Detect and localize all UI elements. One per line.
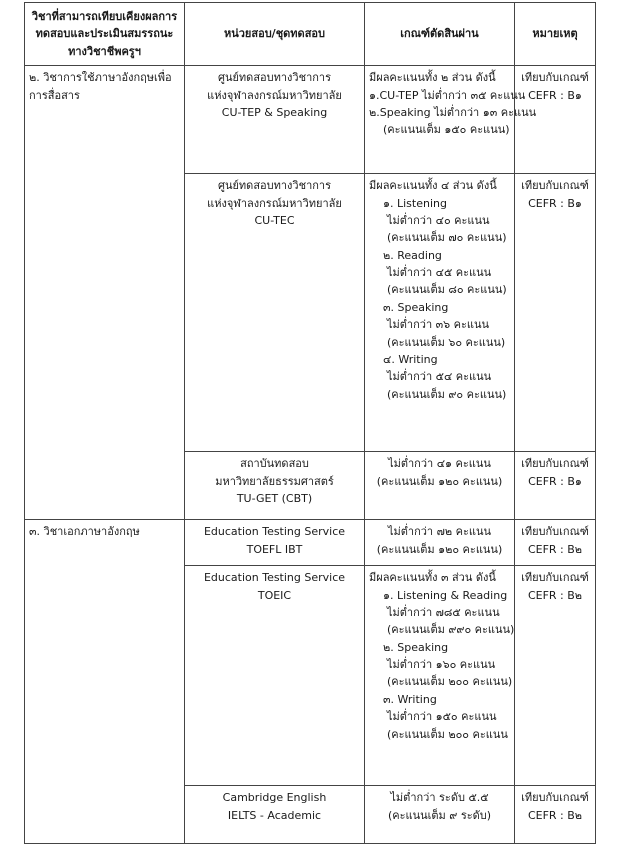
header-subject: วิชาที่สามารถเทียบเคียงผลการทดสอบและประเมินสมรรถนะทางวิชาชีพครูฯ: [25, 3, 185, 66]
header-criteria: เกณฑ์ตัดสินผ่าน: [365, 3, 515, 66]
criteria-line: (คะแนนเต็ม ๑๕๐ คะแนน): [383, 123, 510, 137]
criteria-line: (คะแนนเต็ม ๙๙๐ คะแนน): [387, 623, 515, 637]
agency-cell: [185, 566, 365, 786]
agency-cell: [185, 520, 365, 566]
criteria-line: ไม่ต่ำกว่า ๑๖๐ คะแนน: [387, 658, 496, 671]
agency-line: CU-TEP & Speaking: [221, 105, 328, 119]
agency-line: Cambridge English: [222, 791, 327, 805]
criteria-line: ไม่ต่ำกว่า ๕๔ คะแนน: [387, 370, 492, 384]
criteria-line: ๒. Reading: [383, 248, 442, 262]
agency-line: สถาบันทดสอบ: [240, 457, 309, 471]
note-cell: [515, 174, 596, 452]
note-cell: [515, 786, 596, 844]
note-line: CEFR : B๑: [528, 196, 582, 210]
criteria-line: (คะแนนเต็ม ๒๐๐ คะแนน): [387, 675, 513, 689]
criteria-cell: [365, 66, 537, 174]
agency-line: แห่งจุฬาลงกรณ์มหาวิทยาลัย: [207, 196, 342, 210]
criteria-line: ไม่ต่ำกว่า ๑๕๐ คะแนน: [387, 710, 497, 724]
agency-line: แห่งจุฬาลงกรณ์มหาวิทยาลัย: [207, 88, 342, 102]
criteria-cell: [365, 174, 515, 452]
agency-cell: [185, 66, 365, 174]
criteria-line: มีผลคะแนนทั้ง ๓ ส่วน ดังนี้: [369, 571, 496, 585]
criteria-line: ๒.Speaking ไม่ต่ำกว่า ๑๓ คะแนน: [369, 105, 537, 119]
criteria-line: (คะแนนเต็ม ๒๐๐ คะแนน: [387, 727, 508, 741]
criteria-line: ไม่ต่ำกว่า ๗๒ คะแนน: [387, 525, 492, 539]
note-line: เทียบกับเกณฑ์: [521, 791, 589, 805]
criteria-line: (คะแนนเต็ม ๗๐ คะแนน): [387, 231, 507, 245]
subject-text: ๒. วิชาการใช้ภาษาอังกฤษเพื่อการสื่อสาร: [29, 71, 172, 102]
criteria-cell: [365, 452, 515, 520]
criteria-line: (คะแนนเต็ม ๑๒๐ คะแนน): [376, 474, 503, 488]
agency-cell: [185, 786, 365, 844]
agency-line: TU-GET (CBT): [236, 491, 313, 505]
note-line: CEFR : B๑: [528, 88, 582, 102]
criteria-line: ไม่ต่ำกว่า ๔๑ คะแนน: [388, 457, 491, 471]
criteria-line: ไม่ต่ำกว่า ๔๐ คะแนน: [387, 213, 490, 227]
agency-line: มหาวิทยาลัยธรรมศาสตร์: [215, 474, 334, 488]
agency-line: TOEFL IBT: [246, 542, 303, 556]
criteria-line: ๒. Speaking: [383, 640, 449, 654]
agency-line: CU-TEC: [254, 213, 295, 227]
criteria-line: มีผลคะแนนทั้ง ๔ ส่วน ดังนี้: [369, 179, 497, 193]
header-row: [25, 3, 596, 66]
subject-cell: [25, 66, 185, 520]
agency-line: TOEIC: [257, 588, 292, 602]
note-cell: [515, 66, 596, 174]
criteria-line: (คะแนนเต็ม ๖๐ คะแนน): [387, 335, 506, 349]
subject-cell: [25, 520, 185, 844]
criteria-line: ๑. Listening: [383, 196, 447, 210]
note-line: เทียบกับเกณฑ์: [521, 571, 589, 585]
criteria-cell: [365, 786, 515, 844]
criteria-line: ไม่ต่ำกว่า ๗๘๕ คะแนน: [387, 605, 500, 619]
note-cell: [515, 452, 596, 520]
criteria-line: (คะแนนเต็ม ๑๒๐ คะแนน): [376, 542, 503, 556]
note-line: CEFR : B๑: [528, 474, 582, 488]
criteria-line: (คะแนนเต็ม ๙๐ คะแนน): [387, 387, 507, 401]
criteria-line: ไม่ต่ำกว่า ๓๖ คะแนน: [387, 318, 490, 332]
criteria-line: ๑.CU-TEP ไม่ต่ำกว่า ๓๕ คะแนน: [369, 88, 526, 102]
subject-text: ๓. วิชาเอกภาษาอังกฤษ: [29, 525, 140, 539]
criteria-line: มีผลคะแนนทั้ง ๒ ส่วน ดังนี้: [369, 71, 496, 85]
criteria-table: [24, 2, 596, 844]
note-line: CEFR : B๒: [527, 588, 583, 602]
note-line: เทียบกับเกณฑ์: [521, 71, 589, 85]
criteria-line: ไม่ต่ำกว่า ๔๕ คะแนน: [387, 266, 492, 279]
criteria-cell: [365, 520, 515, 566]
agency-line: IELTS - Academic: [227, 808, 322, 822]
note-line: เทียบกับเกณฑ์: [521, 457, 589, 471]
agency-cell: [185, 174, 365, 452]
table-row: [25, 66, 596, 174]
note-cell: [515, 566, 596, 786]
agency-cell: [185, 452, 365, 520]
criteria-line: ๑. Listening & Reading: [383, 588, 508, 602]
header-note: หมายเหตุ: [515, 3, 596, 66]
criteria-line: ๓. Speaking: [383, 300, 449, 314]
note-line: CEFR : B๒: [527, 808, 583, 822]
note-line: CEFR : B๒: [527, 542, 583, 556]
note-line: เทียบกับเกณฑ์: [521, 179, 589, 193]
criteria-line: (คะแนนเต็ม ๙ ระดับ): [387, 808, 492, 822]
criteria-cell: [365, 566, 515, 786]
agency-line: Education Testing Service: [203, 525, 346, 539]
table-row: [25, 520, 596, 566]
criteria-line: ไม่ต่ำกว่า ระดับ ๕.๕: [390, 791, 489, 805]
note-line: เทียบกับเกณฑ์: [521, 525, 589, 539]
criteria-line: ๔. Writing: [383, 352, 438, 366]
criteria-line: ๓. Writing: [383, 692, 437, 706]
criteria-line: (คะแนนเต็ม ๘๐ คะแนน): [387, 283, 507, 297]
agency-line: Education Testing Service: [203, 571, 346, 585]
agency-line: ศูนย์ทดสอบทางวิชาการ: [217, 179, 331, 193]
agency-line: ศูนย์ทดสอบทางวิชาการ: [217, 71, 331, 85]
header-agency: หน่วยสอบ/ชุดทดสอบ: [185, 3, 365, 66]
note-cell: [515, 520, 596, 566]
